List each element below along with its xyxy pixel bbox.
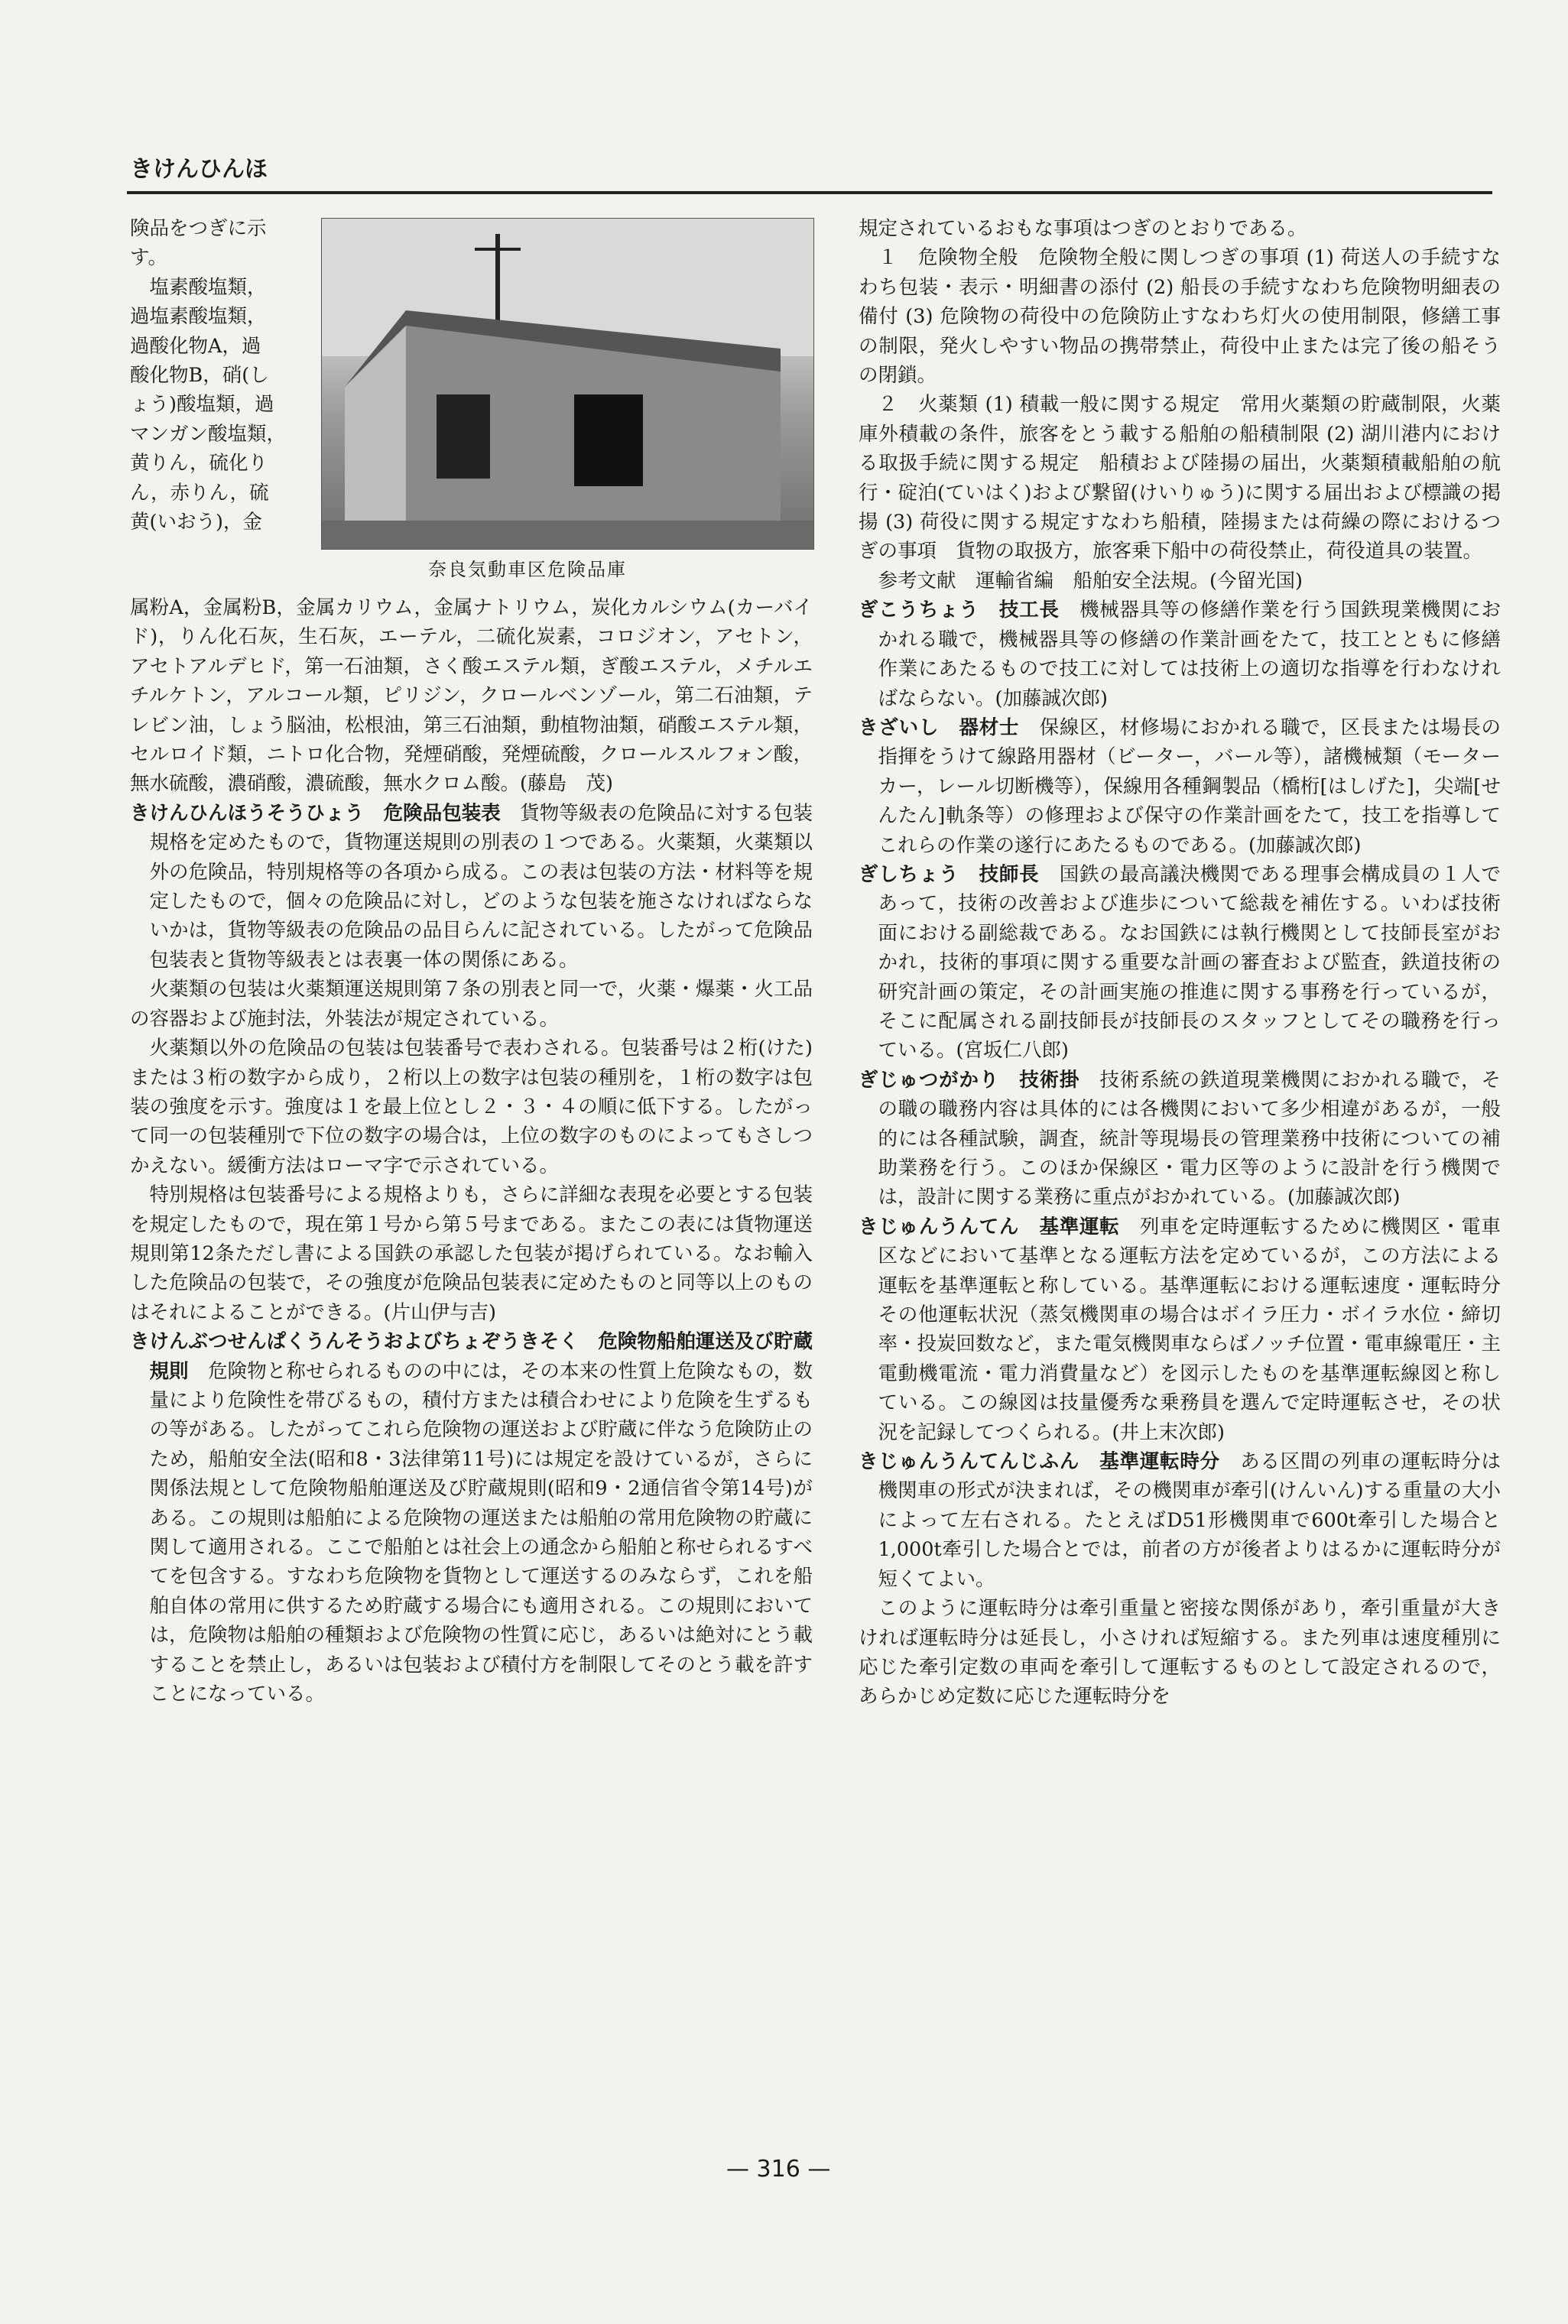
intro-line: 過酸化物A，過: [130, 334, 261, 358]
left-intro-narrow: [130, 214, 313, 537]
photo-caption: 奈良気動車区危険品庫: [428, 559, 627, 580]
intro-line: ょう)酸塩類，過: [130, 393, 274, 417]
entry-kikenhinhousouhyou: [130, 799, 813, 975]
entry-body: 技術系統の鉄道現業機関におかれる職で，その職の職務内容は具体的には各機関において多少相違があるが，一般的には各種試験，調査，統計等現場長の管理業務中技術についての補助業務を行う。このほか保線区・電力区等のように設計を行う機関では，設計に関する業務に重点がおかれている。(加藤誠次郎): [878, 1068, 1501, 1209]
intro-line: ん，赤りん，硫: [130, 481, 269, 505]
entry-gishichou: [859, 860, 1501, 1066]
entry-heading: ぎじゅつがかり 技術掛: [859, 1068, 1080, 1092]
paragraph: ２ 火薬類 (1) 積載一般に関する規定 常用火薬類の貯蔵制限，火薬庫外積載の条件，旅客をとう載する船舶の船積制限 (2) 湖川港内における取扱手続に関する規定 船積および陸揚の届出，火薬類積載船舶の航行・碇泊(ていはく)および繋留(けいりゅう)に関する届出および標識の掲揚 (3) 荷役に関する規定すなわち船積，陸揚または荷繰の際におけるつぎの事項 貨物の取扱方，旅客乗下船中の荷役禁止，荷役道具の装置。: [859, 393, 1501, 563]
paragraph: 火薬類の包装は火薬類運送規則第７条の別表と同一で，火薬・爆薬・火工品の容器および施封法，外装法が規定されている。: [130, 978, 813, 1031]
intro-line: 塩素酸塩類，: [130, 275, 267, 299]
entry-heading: きけんひんほうそうひょう 危険品包装表: [130, 801, 501, 825]
entry-body: 貨物等級表の危険品に対する包装規格を定めたもので，貨物運送規則の別表の１つである。火薬類，火薬類以外の危険品，特別規格等の各項から成る。この表は包装の方法・材料等を規定したもので，個々の危険品に対し，どのような包装を施さなければならないかは，貨物等級表の危険品の品目らんに記されている。したがって危険品包装表と貨物等級表とは表裏一体の関係にある。: [149, 801, 813, 972]
entry-kijununtenjifun: [859, 1447, 1501, 1594]
intro-line: 酸化物B，硝(し: [130, 364, 269, 388]
intro-line: す。: [130, 246, 167, 270]
intro-line: マンガン酸塩類，: [130, 422, 287, 446]
entry-kizaishi: [859, 713, 1501, 860]
entry-heading: きざいし 器材士: [859, 716, 1020, 739]
entry-heading: きじゅんうんてん 基準運転: [859, 1215, 1120, 1238]
paragraph: 火薬類以外の危険品の包装は包装番号で表わされる。包装番号は２桁(けた)または３桁の数字から成り，２桁以上の数字は包装の種別を，１桁の数字は包装の強度を示す。強度は１を最上位とし２・３・４の順に低下する。したがって同一の包装種別で下位の数字の場合は，上位の数字のものによってもさしつかえない。緩衝方法はローマ字で示されている。: [130, 1037, 813, 1177]
entry-heading: きじゅんうんてんじふん 基準運転時分: [859, 1450, 1220, 1474]
entry-body: 国鉄の最高議決機関である理事会構成員の１人であって，技術の改善および進歩について総裁を補佐する。いわば技術面における副総裁である。なお国鉄には執行機関として技師長室がおかれ，技術的事項に関する重要な計画の審査および監査，鉄道技術の研究計画の策定，その計画実施の推進に関する事務を行っているが，そこに配属される副技師長が技師長のスタッフとしてその職務を行っている。(宮坂仁八郎): [878, 862, 1501, 1063]
entry-body: 列車を定時運転するために機関区・電車区などにおいて基準となる運転方法を定めているが，この方法による運転を基準運転と称している。基準運転における運転速度・運転時分その他運転状況（蒸気機関車の場合はボイラ圧力・ボイラ水位・締切率・投炭回数など，また電気機関車ならばノッチ位置・電車線電圧・主電動機電流・電力消費量など）を図示したものを基準運転線図と称している。この線図は技量優秀な乗務員を選んで定時運転させ，その状況を記録してつくられる。(井上末次郎): [878, 1215, 1501, 1444]
entry-heading: ぎこうちょう 技工長: [859, 599, 1060, 622]
entry-kijununten: [859, 1212, 1501, 1447]
intro-line: 険品をつぎに示: [130, 217, 267, 240]
running-header: きけんひんほ: [130, 156, 268, 183]
right-column-body: [859, 214, 1501, 1712]
entry-heading: ぎしちょう 技師長: [859, 862, 1040, 886]
paragraph: 特別規格は包装番号による規格よりも，さらに詳細な表現を必要とする包装を規定したもので，現在第１号から第５号まである。またこの表には貨物運送規則第12条ただし書による国鉄の承認した包装が掲げられている。なお輸入した危険品の包装で，その強度が危険品包装表に定めたものと同等以上のものはそれによることができる。(片山伊与吉): [130, 1183, 813, 1324]
page-number: — 316 —: [726, 2156, 831, 2183]
entry-gikouchou: [859, 596, 1501, 713]
intro-line: 黄りん，硫化り: [130, 452, 268, 476]
intro-line: 黄(いおう)，金: [130, 511, 262, 534]
entry-body: 機械器具等の修繕作業を行う国鉄現業機関におかれる職で，機械器具等の修繕の作業計画をたて，技工とともに修繕作業にあたるもので技工に対しては技術上の適切な指導を行わなければならない。(加藤誠次郎): [878, 599, 1501, 710]
entry-body: 危険物と称せられるものの中には，その本来の性質上危険なもの，数量により危険性を帯びるもの，積付方または積合わせにより危険を生ずるもの等がある。したがってこれら危険物の運送および貯蔵に伴なう危険防止のため，船舶安全法(昭和8・3法律第11号)には規定を設けているが，さらに関係法規として危険物船舶運送及び貯蔵規則(昭和9・2通信省令第14号)がある。この規則は船舶による危険物の運送または船舶の常用危険物の貯蔵に関して適用される。ここで船舶とは社会上の通念から船舶と称せられるすべてを包含する。すなわち危険物を貨物として運送するのみならず，これを船舶自体の常用に供するため貯蔵する場合にも適用される。この規則においては，危険物は船舶の種類および危険物の性質に応じ，あるいは絶対にとう載することを禁止し，あるいは包装および積付方を制限してそのとう載を許すことになっている。: [149, 1359, 813, 1706]
paragraph: このように運転時分は牽引重量と密接な関係があり，牽引重量が大きければ運転時分は延長し，小さければ短縮する。また列車は速度種別に応じた牽引定数の車両を牽引して運転するものとして設定されるので，あらかじめ定数に応じた運転時分を: [859, 1597, 1501, 1709]
paragraph: 規定されているおもな事項はつぎのとおりである。: [859, 217, 1307, 240]
entry-body: ある区間の列車の運転時分は機関車の形式が決まれば，その機関車が牽引(けんいん)する重量の大小によって左右される。たとえばD51形機関車で600t牽引した場合と1,000t牽引した場合とでは，前者の方が後者よりはるかに運転時分が短くてよい。: [878, 1450, 1501, 1591]
header-rule: [127, 191, 1492, 194]
left-column-body: [130, 593, 813, 1709]
intro-line: 過塩素酸塩類，: [130, 305, 267, 329]
entry-kikenbutsu: [130, 1327, 813, 1709]
entry-body: 保線区，材修場におかれる職で，区長または場長の指揮をうけて線路用器材（ビーター，バール等），諸機械類（モーターカー，レール切断機等），保線用各種鋼製品（橋桁[はしげた]，尖端[せんたん]軌条等）の修理および保守の作業計画をたて，技工を指導してこれらの作業の遂行にあたるものである。(加藤誠次郎): [878, 716, 1501, 857]
entry-gijutsugakari: [859, 1066, 1501, 1212]
paragraph: １ 危険物全般 危険物全般に関しつぎの事項 (1) 荷送人の手続すなわち包装・表示・明細書の添付 (2) 船長の手続すなわち危険物明細表の備付 (3) 危険物の荷役中の危険防止すなわち灯火の使用制限，修繕工事の制限，発火しやすい物品の携帯禁止，荷役中止または完了後の船そうの閉鎖。: [859, 246, 1501, 388]
entry-heading: きけんぶつせんぱくうんそうおよびちょぞうきそく 危険物船舶運送及び貯蔵規則: [130, 1330, 813, 1383]
reference-note: 参考文献 運輸省編 船舶安全法規。(今留光国): [878, 569, 1303, 592]
intro-rest: 属粉A，金属粉B，金属カリウム，金属ナトリウム，炭化カルシウム(カーバイド)，りん化石灰，生石灰，エーテル，二硫化炭素，コロジオン，アセトン，アセトアルデヒド，第一石油類，さく酸エステル類，ぎ酸エステル，メチルエチルケトン，アルコール類，ピリジン，クロールベンゾール，第二石油類，テレビン油，しょう脳油，松根油，第三石油類，動植物油類，硝酸エステル類，セルロイド類，ニトロ化合物，発煙硝酸，発煙硫酸，クロールスルフォン酸，無水硫酸，濃硝酸，濃硫酸，無水クロム酸。(藤島 茂): [130, 596, 813, 796]
warehouse-photo: [321, 218, 814, 550]
